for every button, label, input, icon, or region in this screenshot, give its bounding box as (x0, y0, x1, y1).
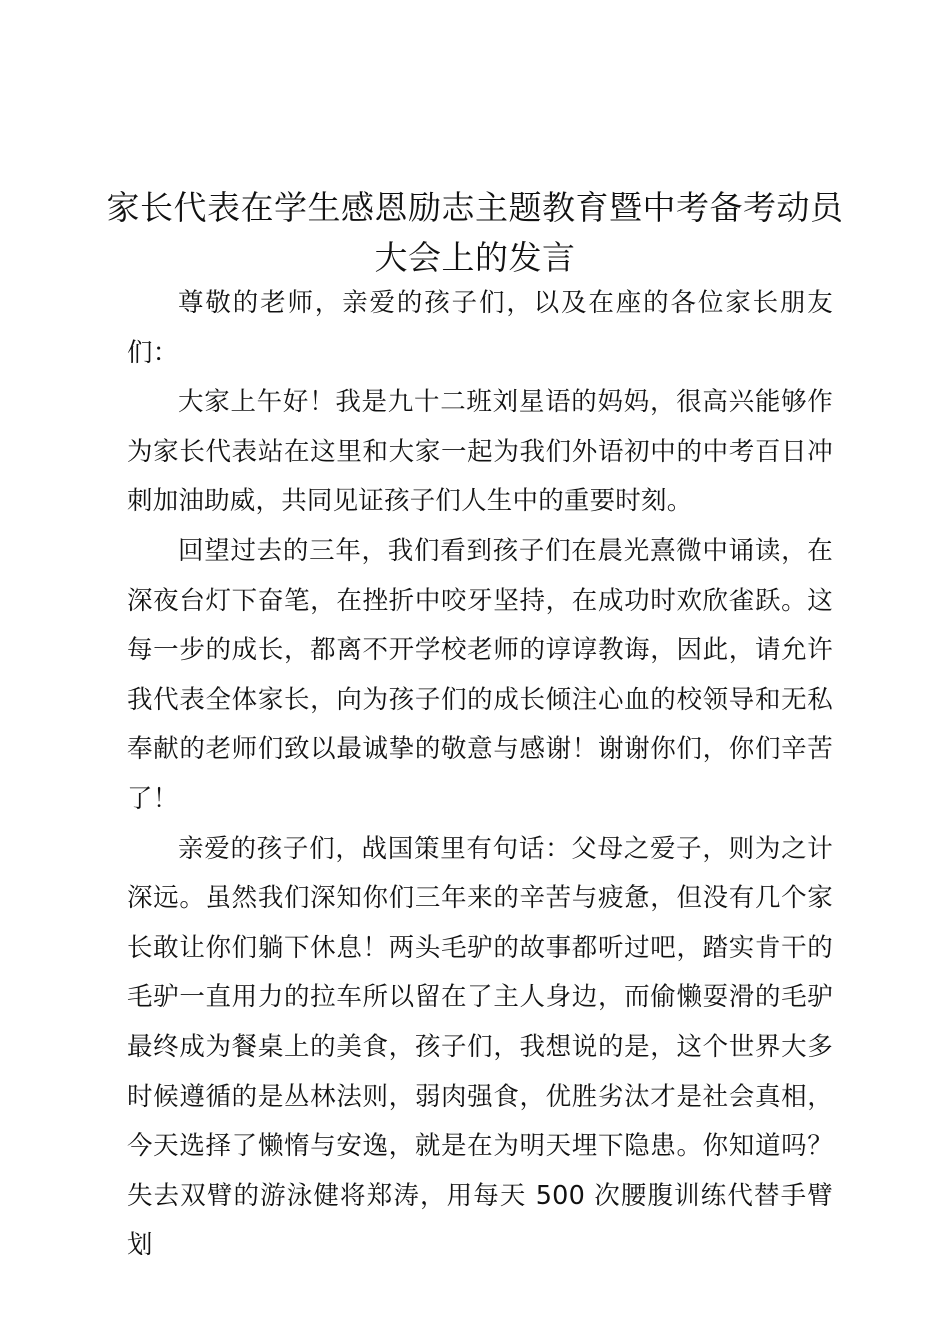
paragraph-greeting: 大家上午好！我是九十二班刘星语的妈妈，很高兴能够作为家长代表站在这里和大家一起为我们外语初中的中考百日冲刺加油助威，共同见证孩子们人生中的重要时刻。 (127, 387, 833, 517)
paragraph-encouragement: 亲爱的孩子们，战国策里有句话：父母之爱子，则为之计深远。虽然我们深知你们三年来的辛苦与疲惫，但没有几个家长敢让你们躺下休息！两头毛驴的故事都听过吧，踏实肯干的毛驴一直用力的拉车所以留在了主人身边，而偷懒耍滑的毛驴最终成为餐桌上的美食，孩子们，我想说的是，这个世界大多时候遵循的是丛林法则，弱肉强食，优胜劣汰才是社会真相，今天选择了懒惰与安逸，就是在为明天埋下隐患。你知道吗？失去双臂的游泳健将郑涛，用每天 500 次腰腹训练代替手臂划 (127, 833, 833, 1261)
document-body (127, 279, 833, 1271)
paragraph-gratitude: 回望过去的三年，我们看到孩子们在晨光熹微中诵读，在深夜台灯下奋笔，在挫折中咬牙坚持，在成功时欢欣雀跃。这每一步的成长，都离不开学校老师的谆谆教诲，因此，请允许我代表全体家长，向为孩子们的成长倾注心血的校领导和无私奉献的老师们致以最诚挚的敬意与感谢！谢谢你们，你们辛苦了！ (127, 535, 833, 814)
document-title: 家长代表在学生感恩励志主题教育暨中考备考动员大会上的发言 (106, 188, 844, 277)
paragraph-salutation: 尊敬的老师，亲爱的孩子们，以及在座的各位家长朋友们： (127, 288, 833, 368)
